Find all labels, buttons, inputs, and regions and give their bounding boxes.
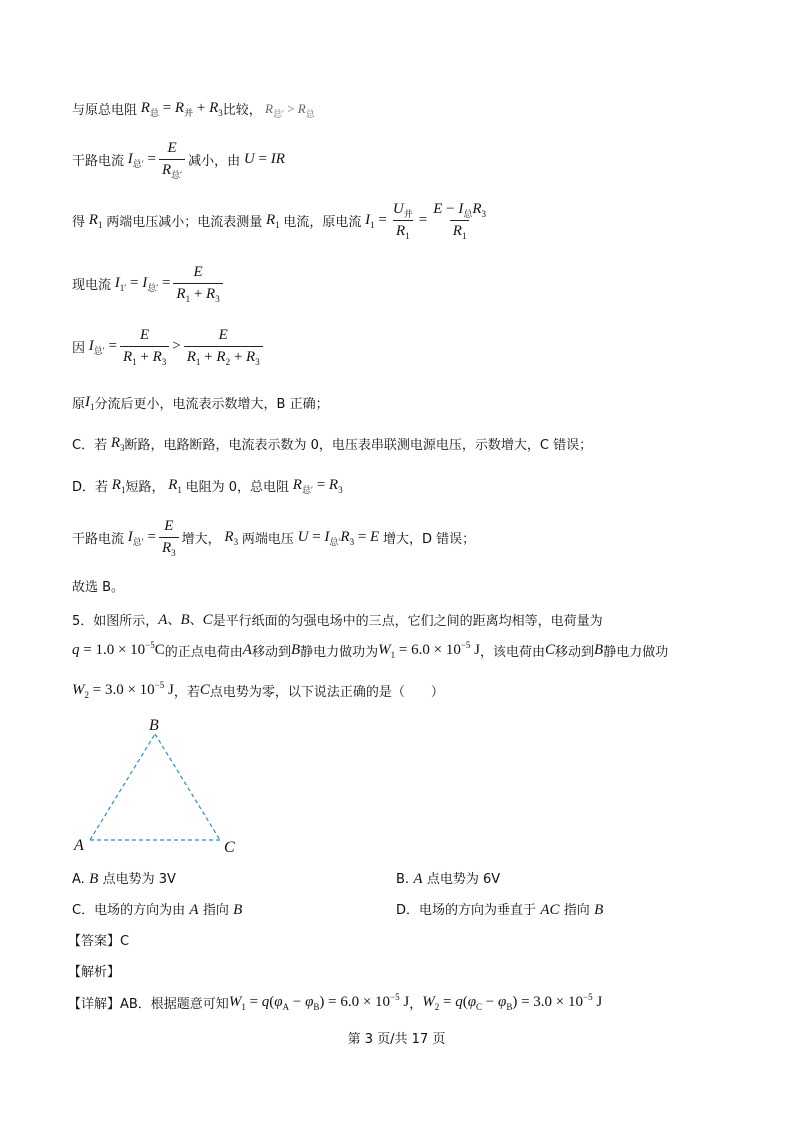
line-total-resistance: 与原总电阻 $R_总 = R_并 + R_3$ 比较， $R_{总'} > R_总$ — [72, 100, 315, 119]
formula-r-total: $R_总 = R_并 + R_3$ — [137, 100, 223, 118]
line-choose-b: 故选 B。 — [72, 580, 125, 595]
detail-line: 【详解】AB．根据题意可知 $W_1 = q(\varphi_A - \varphi_B) = 6.0 \times 10^{-5}$ J ， $W_2 = q(\varphi_C - \varphi_B) = 3.0 \times 10^{-5}$ J — [68, 992, 603, 1012]
option-c: C．电场的方向为由 A 指向 B — [72, 902, 243, 918]
formula-r-compare: $R_{总'} > R_总$ — [261, 100, 315, 119]
line-main-current: 干路电流 $I_{总'}$ = $\frac{E}{R_{总'}}$ 减小，由 U = IR — [72, 140, 285, 180]
answer-line: 【答案】C — [68, 934, 130, 949]
question-5-line-1: 5．如图所示， A、B、C 是平行纸面的匀强电场中的三点，它们之间的距离均相等，电荷量为 — [72, 612, 603, 629]
edge-ab — [90, 734, 155, 840]
line-main-current-increase: 干路电流 $I_{总'}$ = $\frac{E}{R_3}$ 增大， $R_3$ 两端电压 $U = I_{总'}R_3 = E$ 增大，D 错误； — [72, 518, 476, 558]
line-original-current: 原 $I_1$ 分流后更小，电流表示数增大，B 正确； — [72, 394, 329, 412]
line-option-d: D．若 $R_1$ 短路， $R_1$ 电阻为 0，总电阻 $R_{总'} = R_3$ — [72, 477, 343, 495]
vertex-label-c: C — [224, 839, 235, 856]
line-current-now: 现电流 $I_{1'} = I_{总'}$ = $\frac{E}{R_1 + R_3}$ — [72, 264, 226, 303]
edge-bc — [155, 734, 220, 840]
page-footer: 第 3 页/共 17 页 — [347, 1032, 446, 1047]
question-5-line-3: $W_2 = 3.0 \times 10^{-5}$ J ，若 C 点电势为零，以下说法正确的是（ ） — [72, 680, 444, 700]
option-b: B. A 点电势为 6V — [396, 871, 501, 887]
question-5-line-2: $q = 1.0 \times 10^{-5}C$ 的正点电荷由 A 移动到 B 静电力做功为 $W_1 = 6.0 \times 10^{-5}$ J ，该电荷由 C 移动到 B 静电力做功 — [72, 640, 669, 660]
line-because: 因 $I_{总'}$ = $\frac{E}{R_1 + R_3}$ > $\frac{E}{R_1 + R_2 + R_3}$ — [72, 327, 266, 366]
line-option-c: C．若 $R_3$ 断路，电路断路，电流表示数为 0，电压表串联测电源电压，示数增大，C 错误； — [72, 435, 593, 453]
analysis-heading: 【解析】 — [68, 965, 121, 980]
vertex-label-b: B — [149, 717, 159, 734]
vertex-label-a: A — [74, 837, 84, 854]
triangle-diagram — [70, 712, 250, 857]
line-voltage-decrease: 得 $R_1$ 两端电压减小；电流表测量 $R_1$ 电流，原电流 $I_1$ = $\frac{U_并}{R_1}$ = $\frac{E - I_总R_3}{R_1}$ — [72, 201, 487, 241]
option-d: D．电场的方向为垂直于 AC 指向 B — [396, 902, 604, 918]
option-a: A. B 点电势为 3V — [72, 871, 176, 887]
fraction-e-over-r: $\frac{E}{R_{总'}}$ — [159, 140, 185, 179]
